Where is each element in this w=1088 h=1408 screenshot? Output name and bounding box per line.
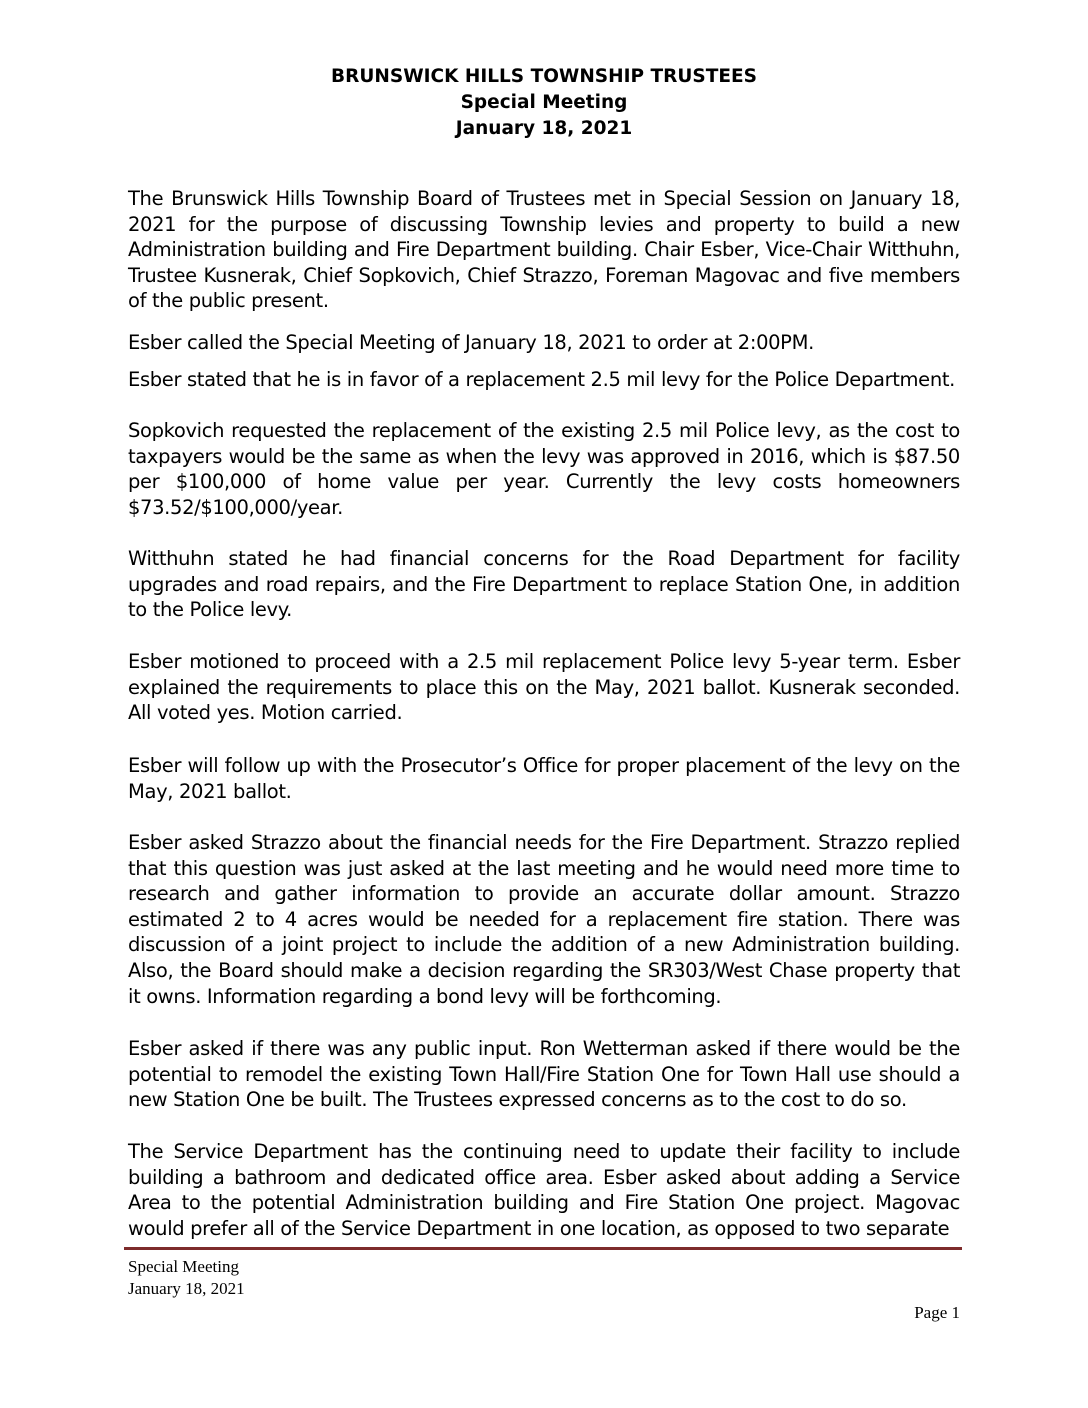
paragraph-prosecutor-followup: Esber will follow up with the Prosecutor’s Office for proper placement of the levy on the May, 2021 ballot. [128, 754, 960, 803]
footer-date: January 18, 2021 [128, 1279, 245, 1298]
paragraph-motion: Esber motioned to proceed with a 2.5 mil replacement Police levy 5-year term. Esber explained the requirements to place this on the May, 2021 ballot. Kusnerak seconded. All voted yes. Motion carried. [128, 650, 960, 725]
paragraph-service-department: The Service Department has the continuing need to update their facility to include building a bathroom and dedicated office area. Esber asked about adding a Service Area to the potential Administration building and Fire Station One project. Magovac would prefer all of the Service Department in one location, as opposed to two separate [128, 1140, 960, 1240]
paragraph-public-input: Esber asked if there was any public input. Ron Wetterman asked if there would be the potential to remodel the existing Town Hall/Fire Station One for Town Hall use should a new Station One be built. The Trustees expressed concerns as to the cost to do so. [128, 1037, 960, 1112]
header-meeting-type: Special Meeting [460, 92, 628, 113]
paragraph-esber-levy: Esber stated that he is in favor of a replacement 2.5 mil levy for the Police Department. [128, 368, 955, 391]
footer-page-number: Page 1 [914, 1303, 960, 1322]
footer-divider [124, 1247, 962, 1250]
paragraph-fire-needs: Esber asked Strazzo about the financial needs for the Fire Department. Strazzo replied that this question was just asked at the last meeting and he would need more time to research and gather information to provide an accurate dollar amount. Strazzo estimated 2 to 4 acres would be needed for a replacement fire station. There was discussion of a joint project to include the addition of a new Administration building. Also, the Board should make a decision regarding the SR303/West Chase property that it owns. Information regarding a bond levy will be forthcoming. [128, 831, 960, 1008]
paragraph-sopkovich-request: Sopkovich requested the replacement of the existing 2.5 mil Police levy, as the cost to taxpayers would be the same as when the levy was approved in 2016, which is $87.50 per $100,000 of home value per year. Currently the levy costs homeowners $73.52/$100,000/year. [128, 419, 960, 519]
document-header [128, 64, 960, 142]
header-organization: BRUNSWICK HILLS TOWNSHIP TRUSTEES [331, 66, 757, 87]
paragraph-call-to-order: Esber called the Special Meeting of January 18, 2021 to order at 2:00PM. [128, 331, 814, 354]
footer-meeting-title: Special Meeting [128, 1257, 239, 1276]
paragraph-witthuhn-concerns: Witthuhn stated he had financial concerns for the Road Department for facility upgrades and road repairs, and the Fire Department to replace Station One, in addition to the Police levy. [128, 547, 960, 622]
paragraph-attendance: The Brunswick Hills Township Board of Trustees met in Special Session on January 18, 2021 for the purpose of discussing Township levies and property to build a new Administration building and Fire Department building. Chair Esber, Vice-Chair Witthuhn, Trustee Kusnerak, Chief Sopkovich, Chief Strazzo, Foreman Magovac and five members of the public present. [128, 187, 960, 313]
header-date: January 18, 2021 [455, 118, 633, 139]
